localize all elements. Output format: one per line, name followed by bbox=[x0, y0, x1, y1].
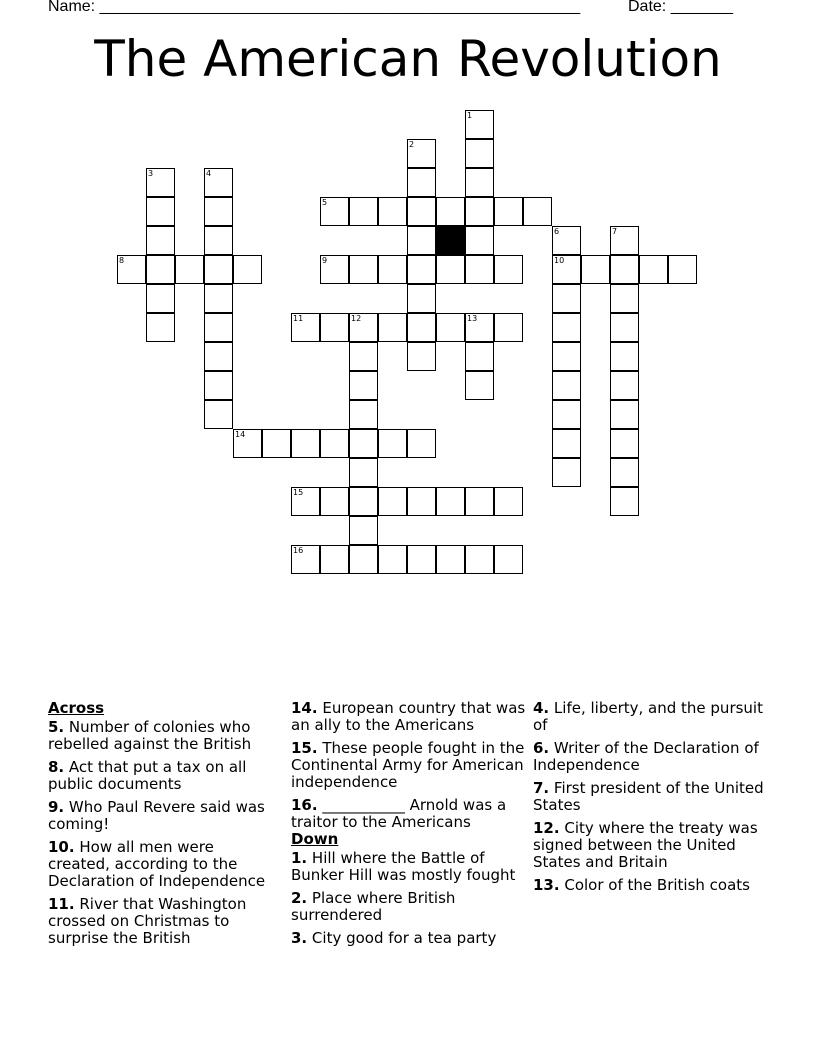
clue-number-label: 5 bbox=[322, 198, 328, 207]
clue-number-label: 14 bbox=[235, 430, 246, 439]
clue-text: These people fought in the Continental Army for American independence bbox=[291, 739, 525, 791]
crossword-cell[interactable] bbox=[552, 458, 581, 487]
clue-number: 13. bbox=[533, 876, 560, 894]
crossword-cell[interactable] bbox=[610, 284, 639, 313]
clue-number-label: 13 bbox=[467, 314, 478, 323]
clue-number-label: 6 bbox=[554, 227, 560, 236]
crossword-cell[interactable] bbox=[610, 458, 639, 487]
crossword-cell[interactable] bbox=[291, 313, 320, 342]
crossword-cell[interactable] bbox=[349, 545, 378, 574]
crossword-cell[interactable] bbox=[465, 139, 494, 168]
crossword-cell[interactable] bbox=[494, 197, 523, 226]
clue-text: European country that was an ally to the Americans bbox=[291, 699, 526, 734]
clue-text: How all men were created, according to the Declaration of Independence bbox=[48, 838, 266, 890]
crossword-cell[interactable] bbox=[233, 255, 262, 284]
clue-number: 7. bbox=[533, 779, 550, 797]
crossword-cell[interactable] bbox=[204, 313, 233, 342]
clue-across-11 bbox=[48, 896, 280, 947]
clue-text: City good for a tea party bbox=[311, 929, 497, 947]
crossword-cell[interactable] bbox=[610, 313, 639, 342]
crossword-cell[interactable] bbox=[291, 545, 320, 574]
clue-text: City where the treaty was signed between the United States and Britain bbox=[533, 819, 758, 871]
crossword-cell[interactable] bbox=[465, 255, 494, 284]
down-heading: Down bbox=[291, 830, 339, 848]
crossword-cell[interactable] bbox=[204, 226, 233, 255]
crossword-cell[interactable] bbox=[146, 226, 175, 255]
crossword-cell[interactable] bbox=[320, 255, 349, 284]
clue-number: 11. bbox=[48, 895, 75, 913]
crossword-cell[interactable] bbox=[378, 545, 407, 574]
crossword-cell[interactable] bbox=[552, 342, 581, 371]
crossword-cell[interactable] bbox=[465, 110, 494, 139]
clue-number: 12. bbox=[533, 819, 560, 837]
clue-number: 14. bbox=[291, 699, 318, 717]
crossword-cell[interactable] bbox=[233, 429, 262, 458]
clue-down-1 bbox=[291, 850, 529, 884]
crossword-cell[interactable] bbox=[610, 255, 639, 284]
clues-column-1 bbox=[48, 700, 280, 953]
crossword-cell[interactable] bbox=[610, 429, 639, 458]
crossword-cell[interactable] bbox=[204, 400, 233, 429]
crossword-cell[interactable] bbox=[465, 487, 494, 516]
clue-number: 9. bbox=[48, 798, 65, 816]
crossword-cell[interactable] bbox=[610, 226, 639, 255]
crossword-cell[interactable] bbox=[552, 313, 581, 342]
clue-across-15 bbox=[291, 740, 529, 791]
crossword-cell[interactable] bbox=[349, 458, 378, 487]
clue-number-label: 15 bbox=[293, 488, 304, 497]
crossword-cell[interactable] bbox=[494, 545, 523, 574]
clue-number-label: 7 bbox=[612, 227, 618, 236]
crossword-cell[interactable] bbox=[349, 429, 378, 458]
crossword-block bbox=[436, 226, 465, 255]
clues-column-2 bbox=[291, 700, 529, 953]
clue-down-3 bbox=[291, 930, 529, 947]
crossword-cell[interactable] bbox=[407, 342, 436, 371]
clue-down-13 bbox=[533, 877, 773, 894]
crossword-cell[interactable] bbox=[378, 313, 407, 342]
crossword-cell[interactable] bbox=[378, 487, 407, 516]
crossword-cell[interactable] bbox=[320, 545, 349, 574]
crossword-cell[interactable] bbox=[610, 371, 639, 400]
clue-number-label: 3 bbox=[148, 169, 154, 178]
clue-number-label: 16 bbox=[293, 546, 304, 555]
clue-across-8 bbox=[48, 759, 280, 793]
crossword-cell[interactable] bbox=[668, 255, 697, 284]
crossword-cell[interactable] bbox=[378, 429, 407, 458]
crossword-cell[interactable] bbox=[407, 429, 436, 458]
crossword-cell[interactable] bbox=[465, 545, 494, 574]
crossword-cell[interactable] bbox=[407, 255, 436, 284]
crossword-cell[interactable] bbox=[291, 429, 320, 458]
clue-text: Number of colonies who rebelled against the British bbox=[48, 718, 252, 753]
crossword-cell[interactable] bbox=[552, 400, 581, 429]
crossword-cell[interactable] bbox=[146, 255, 175, 284]
clue-number-label: 1 bbox=[467, 111, 473, 120]
clue-down-6 bbox=[533, 740, 773, 774]
crossword-cell[interactable] bbox=[378, 255, 407, 284]
crossword-cell[interactable] bbox=[349, 313, 378, 342]
clue-number-label: 4 bbox=[206, 169, 212, 178]
crossword-cell[interactable] bbox=[204, 371, 233, 400]
crossword-cell[interactable] bbox=[552, 255, 581, 284]
clue-text: Writer of the Declaration of Independence bbox=[533, 739, 759, 774]
crossword-cell[interactable] bbox=[436, 313, 465, 342]
clue-text: Life, liberty, and the pursuit of bbox=[533, 699, 763, 734]
crossword-cell[interactable] bbox=[436, 197, 465, 226]
clue-number: 1. bbox=[291, 849, 308, 867]
clue-number: 10. bbox=[48, 838, 75, 856]
crossword-cell[interactable] bbox=[639, 255, 668, 284]
name-line: Name: ______________________________________________________ bbox=[48, 0, 581, 15]
crossword-cell[interactable] bbox=[204, 284, 233, 313]
crossword-cell[interactable] bbox=[465, 197, 494, 226]
clue-number-label: 11 bbox=[293, 314, 304, 323]
crossword-cell[interactable] bbox=[320, 197, 349, 226]
crossword-cell[interactable] bbox=[146, 284, 175, 313]
clue-number: 3. bbox=[291, 929, 308, 947]
crossword-cell[interactable] bbox=[610, 487, 639, 516]
crossword-cell[interactable] bbox=[175, 255, 204, 284]
clue-number-label: 12 bbox=[351, 314, 362, 323]
clue-down-12 bbox=[533, 820, 773, 871]
clue-across-10 bbox=[48, 839, 280, 890]
crossword-cell[interactable] bbox=[552, 284, 581, 313]
clue-across-14 bbox=[291, 700, 529, 734]
clue-number: 5. bbox=[48, 718, 65, 736]
crossword-cell[interactable] bbox=[204, 197, 233, 226]
clue-number: 2. bbox=[291, 889, 308, 907]
crossword-cell[interactable] bbox=[320, 313, 349, 342]
crossword-cell[interactable] bbox=[436, 545, 465, 574]
clue-text: River that Washington crossed on Christmas to surprise the British bbox=[48, 895, 247, 947]
crossword-cell[interactable] bbox=[494, 487, 523, 516]
crossword-cell[interactable] bbox=[552, 371, 581, 400]
crossword-cell[interactable] bbox=[349, 516, 378, 545]
crossword-cell[interactable] bbox=[117, 255, 146, 284]
clue-text: ___________ Arnold was a traitor to the Americans bbox=[291, 796, 507, 831]
clue-number: 8. bbox=[48, 758, 65, 776]
crossword-cell[interactable] bbox=[465, 342, 494, 371]
clue-number-label: 8 bbox=[119, 256, 125, 265]
crossword-cell[interactable] bbox=[552, 226, 581, 255]
crossword-cell[interactable] bbox=[465, 168, 494, 197]
clue-number: 15. bbox=[291, 739, 318, 757]
crossword-cell[interactable] bbox=[349, 371, 378, 400]
clue-text: Who Paul Revere said was coming! bbox=[48, 798, 265, 833]
clue-number: 4. bbox=[533, 699, 550, 717]
clue-across-9 bbox=[48, 799, 280, 833]
crossword-cell[interactable] bbox=[407, 284, 436, 313]
clue-down-7 bbox=[533, 780, 773, 814]
crossword-cell[interactable] bbox=[465, 313, 494, 342]
crossword-cell[interactable] bbox=[581, 255, 610, 284]
crossword-cell[interactable] bbox=[494, 255, 523, 284]
clue-across-16 bbox=[291, 797, 529, 831]
crossword-cell[interactable] bbox=[610, 400, 639, 429]
clue-text: First president of the United States bbox=[533, 779, 764, 814]
crossword-cell[interactable] bbox=[436, 255, 465, 284]
clue-text: Color of the British coats bbox=[564, 876, 750, 894]
crossword-cell[interactable] bbox=[349, 342, 378, 371]
crossword-cell[interactable] bbox=[320, 429, 349, 458]
crossword-cell[interactable] bbox=[349, 487, 378, 516]
crossword-cell[interactable] bbox=[320, 487, 349, 516]
clue-text: Place where British surrendered bbox=[291, 889, 456, 924]
crossword-cell[interactable] bbox=[262, 429, 291, 458]
clue-text: Hill where the Battle of Bunker Hill was mostly fought bbox=[291, 849, 516, 884]
crossword-cell[interactable] bbox=[407, 226, 436, 255]
clue-across-5 bbox=[48, 719, 280, 753]
crossword-cell[interactable] bbox=[378, 197, 407, 226]
crossword-cell[interactable] bbox=[465, 371, 494, 400]
crossword-cell[interactable] bbox=[146, 313, 175, 342]
page-title: The American Revolution bbox=[94, 30, 722, 88]
crossword-cell[interactable] bbox=[407, 487, 436, 516]
crossword-cell[interactable] bbox=[552, 429, 581, 458]
crossword-cell[interactable] bbox=[349, 400, 378, 429]
clue-number-label: 9 bbox=[322, 256, 328, 265]
crossword-cell[interactable] bbox=[204, 168, 233, 197]
crossword-cell[interactable] bbox=[494, 313, 523, 342]
crossword-cell[interactable] bbox=[523, 197, 552, 226]
crossword-cell[interactable] bbox=[204, 255, 233, 284]
date-line: Date: _______ bbox=[628, 0, 733, 15]
clue-down-2 bbox=[291, 890, 529, 924]
crossword-cell[interactable] bbox=[204, 342, 233, 371]
crossword-cell[interactable] bbox=[610, 342, 639, 371]
crossword-cell[interactable] bbox=[146, 197, 175, 226]
clue-down-4 bbox=[533, 700, 773, 734]
crossword-cell[interactable] bbox=[465, 226, 494, 255]
crossword-cell[interactable] bbox=[407, 139, 436, 168]
crossword-cell[interactable] bbox=[291, 487, 320, 516]
clue-number: 16. bbox=[291, 796, 318, 814]
crossword-cell[interactable] bbox=[407, 168, 436, 197]
clue-number-label: 10 bbox=[554, 256, 565, 265]
clue-text: Act that put a tax on all public documents bbox=[48, 758, 247, 793]
clues-column-3 bbox=[533, 700, 773, 900]
crossword-cell[interactable] bbox=[349, 255, 378, 284]
crossword-cell[interactable] bbox=[436, 487, 465, 516]
crossword-cell[interactable] bbox=[407, 545, 436, 574]
crossword-cell[interactable] bbox=[146, 168, 175, 197]
clue-number: 6. bbox=[533, 739, 550, 757]
crossword-cell[interactable] bbox=[407, 313, 436, 342]
crossword-cell[interactable] bbox=[407, 197, 436, 226]
clue-number-label: 2 bbox=[409, 140, 415, 149]
crossword-cell[interactable] bbox=[349, 197, 378, 226]
across-heading: Across bbox=[48, 699, 105, 717]
